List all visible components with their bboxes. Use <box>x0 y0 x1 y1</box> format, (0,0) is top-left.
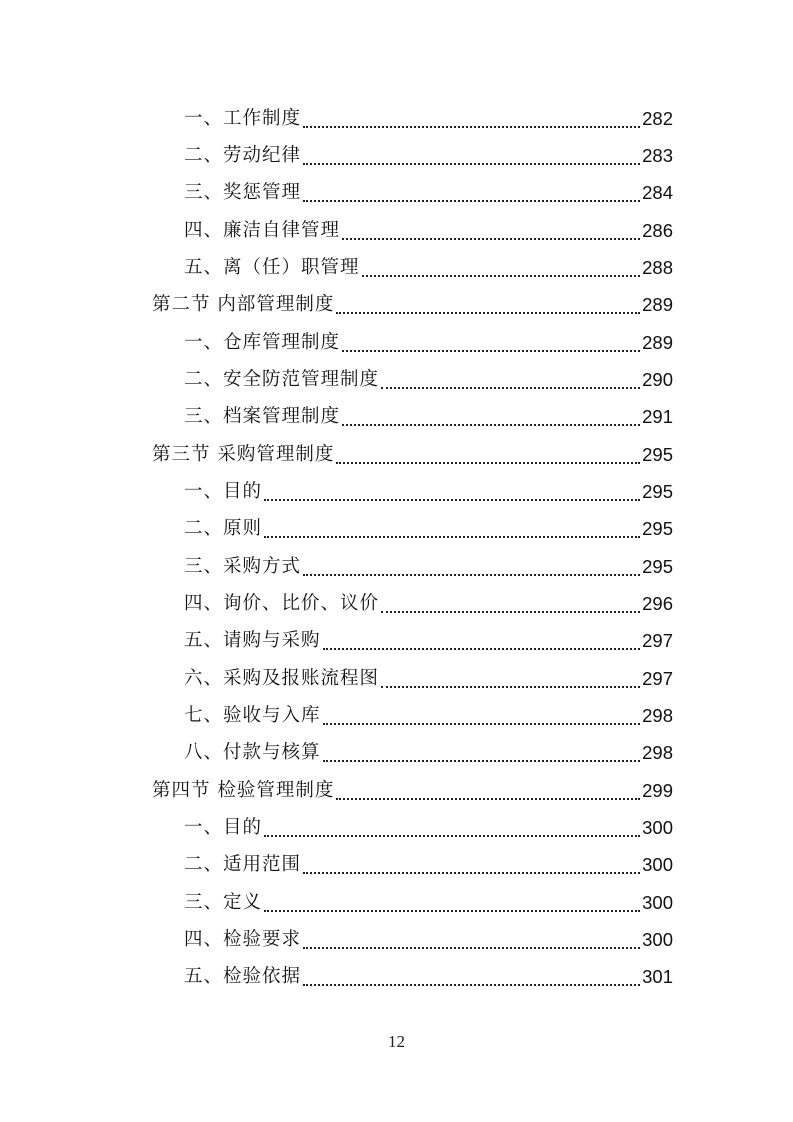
dot-leader <box>303 925 640 955</box>
toc-entry[interactable] <box>184 888 673 918</box>
dot-leader <box>336 776 640 806</box>
toc-entry-page: 283 <box>642 145 673 166</box>
toc-entry-page: 295 <box>642 556 673 577</box>
toc-entry-label: 四、询价、比价、议价 <box>184 593 380 614</box>
dot-leader <box>303 552 640 582</box>
toc-section-entry[interactable] <box>152 776 673 806</box>
dot-leader <box>323 626 641 656</box>
dot-leader <box>264 514 640 544</box>
toc-entry-page: 290 <box>642 369 673 390</box>
dot-leader <box>342 402 640 432</box>
toc-entry-page: 300 <box>642 817 673 838</box>
toc-entry-page: 297 <box>642 668 673 689</box>
toc-entry-label: 五、检验依据 <box>184 966 302 987</box>
toc-entry-page: 284 <box>642 182 673 203</box>
toc-entry-page: 295 <box>642 481 673 502</box>
dot-leader <box>381 589 640 619</box>
page-number: 12 <box>388 1032 405 1051</box>
toc-entry-page: 295 <box>642 444 673 465</box>
toc-entry[interactable] <box>184 850 673 880</box>
toc-entry-label: 二、安全防范管理制度 <box>184 369 380 390</box>
toc-section-entry[interactable] <box>152 290 673 320</box>
toc-entry-label: 三、档案管理制度 <box>184 406 341 427</box>
toc-entry-label: 第二节 内部管理制度 <box>152 294 335 315</box>
toc-entry-label: 四、廉洁自律管理 <box>184 220 341 241</box>
toc-entry-label: 三、奖惩管理 <box>184 182 302 203</box>
toc-entry[interactable] <box>184 962 673 992</box>
toc-entry-label: 三、定义 <box>184 892 263 913</box>
dot-leader <box>264 477 640 507</box>
toc-entry-page: 297 <box>642 630 673 651</box>
dot-leader <box>381 664 640 694</box>
toc-section-entry[interactable] <box>152 440 673 470</box>
toc-entry-page: 298 <box>642 742 673 763</box>
dot-leader <box>323 738 641 768</box>
toc-entry[interactable] <box>184 589 673 619</box>
toc-entry-label: 第四节 检验管理制度 <box>152 780 335 801</box>
toc-entry-page: 296 <box>642 593 673 614</box>
toc-entry[interactable] <box>184 701 673 731</box>
dot-leader <box>381 365 640 395</box>
dot-leader <box>303 178 640 208</box>
toc-entry[interactable] <box>184 104 673 134</box>
toc-entry[interactable] <box>184 216 673 246</box>
toc-entry[interactable] <box>184 664 673 694</box>
toc-entry-page: 291 <box>642 406 673 427</box>
toc-entry-page: 299 <box>642 780 673 801</box>
toc-entry[interactable] <box>184 328 673 358</box>
toc-entry-label: 一、目的 <box>184 817 263 838</box>
dot-leader <box>336 440 640 470</box>
toc-entry[interactable] <box>184 552 673 582</box>
toc-entry-page: 298 <box>642 705 673 726</box>
toc-entry-label: 第三节 采购管理制度 <box>152 444 335 465</box>
toc-entry-label: 一、工作制度 <box>184 108 302 129</box>
toc-entry-page: 301 <box>642 966 673 987</box>
toc-entry[interactable] <box>184 253 673 283</box>
dot-leader <box>336 290 640 320</box>
toc-entry[interactable] <box>184 365 673 395</box>
dot-leader <box>303 850 640 880</box>
toc-entry-label: 七、验收与入库 <box>184 705 321 726</box>
dot-leader <box>264 888 640 918</box>
toc-entry-label: 一、目的 <box>184 481 263 502</box>
toc-entry-page: 289 <box>642 332 673 353</box>
toc-entry-page: 300 <box>642 929 673 950</box>
toc-entry-label: 三、采购方式 <box>184 556 302 577</box>
toc-entry[interactable] <box>184 738 673 768</box>
toc-entry-label: 二、适用范围 <box>184 854 302 875</box>
toc-entry[interactable] <box>184 477 673 507</box>
toc-entry[interactable] <box>184 141 673 171</box>
toc-entry[interactable] <box>184 813 673 843</box>
toc-entry-label: 二、原则 <box>184 518 263 539</box>
toc-entry-label: 四、检验要求 <box>184 929 302 950</box>
toc-entry-page: 300 <box>642 892 673 913</box>
toc-entry-label: 五、离（任）职管理 <box>184 257 360 278</box>
dot-leader <box>362 253 641 283</box>
dot-leader <box>303 962 640 992</box>
toc-entry-label: 五、请购与采购 <box>184 630 321 651</box>
toc-entry-page: 289 <box>642 294 673 315</box>
toc-entry-label: 六、采购及报账流程图 <box>184 668 380 689</box>
dot-leader <box>303 104 640 134</box>
toc-entry-label: 一、仓库管理制度 <box>184 332 341 353</box>
toc-entry[interactable] <box>184 925 673 955</box>
dot-leader <box>342 328 640 358</box>
toc-entry[interactable] <box>184 178 673 208</box>
toc-entry-label: 八、付款与核算 <box>184 742 321 763</box>
toc-entry[interactable] <box>184 402 673 432</box>
toc-entry-page: 295 <box>642 518 673 539</box>
toc-entry-page: 300 <box>642 854 673 875</box>
toc-entry-page: 282 <box>642 108 673 129</box>
toc-entry-page: 286 <box>642 220 673 241</box>
dot-leader <box>264 813 640 843</box>
dot-leader <box>342 216 640 246</box>
toc-entry[interactable] <box>184 514 673 544</box>
dot-leader <box>303 141 640 171</box>
dot-leader <box>323 701 641 731</box>
toc-entry-label: 二、劳动纪律 <box>184 145 302 166</box>
toc-entry[interactable] <box>184 626 673 656</box>
toc-entry-page: 288 <box>642 257 673 278</box>
